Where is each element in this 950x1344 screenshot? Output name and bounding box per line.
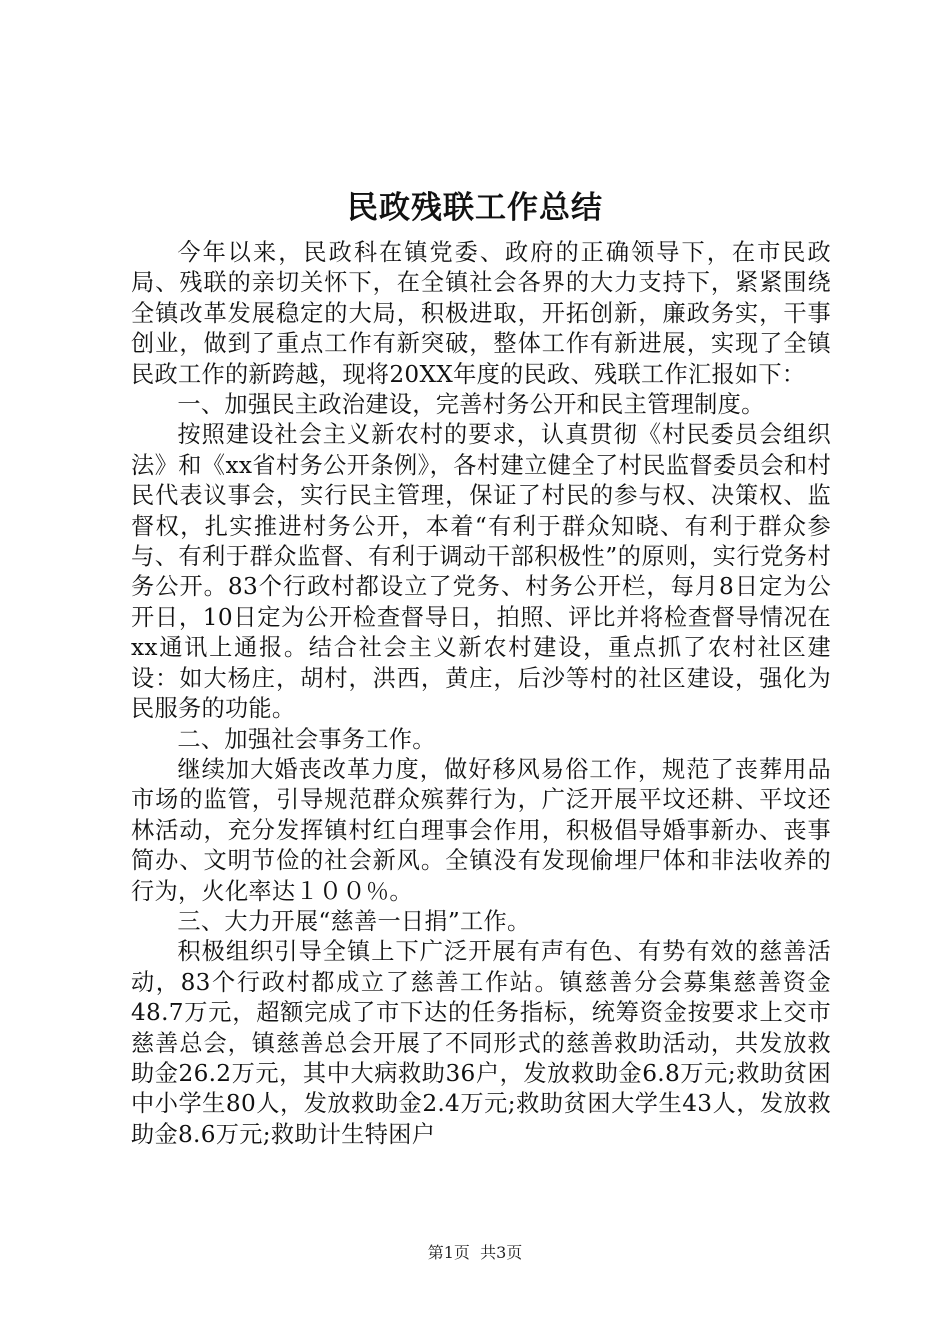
section-heading-2: 二、加强社会事务工作。 <box>177 725 436 753</box>
section-3-paragraph: 积极组织引导全镇上下广泛开展有声有色、有势有效的慈善活动，83个行政村都成立了慈善工作站。镇慈善分会募集慈善资金48.7万元，超额完成了市下达的任务指标，统筹资金按要求上交市慈善总会，镇慈善总会开展了不同形式的慈善救助活动，共发放救助金26.2万元，其中大病救助36户，发放救助金6.8万元;救助贫困中小学生80人，发放救助金2.4万元;救助贫困大学生43人，发放救助金8.6万元;救助计生特困户 <box>131 938 831 1148</box>
section-heading-1: 一、加强民主政治建设，完善村务公开和民主管理制度。 <box>177 391 765 419</box>
section-heading-3: 三、大力开展“慈善一日捐”工作。 <box>177 907 531 935</box>
document-title: 民政残联工作总结 <box>347 190 603 226</box>
page-number-label: 第1页 共3页 <box>427 1243 523 1262</box>
document-body <box>131 238 831 1150</box>
section-2-paragraph: 继续加大婚丧改革力度，做好移风易俗工作，规范了丧葬用品市场的监管，引导规范群众殡葬行为，广泛开展平坟还耕、平坟还林活动，充分发挥镇村红白理事会作用，积极倡导婚事新办、丧事简办、文明节俭的社会新风。全镇没有发现偷埋尸体和非法收养的行为，火化率达１００％。 <box>131 755 831 905</box>
intro-paragraph: 今年以来，民政科在镇党委、政府的正确领导下，在市民政局、残联的亲切关怀下，在全镇社会各界的大力支持下，紧紧围绕全镇改革发展稳定的大局，积极进取，开拓创新，廉政务实，干事创业，做到了重点工作有新突破，整体工作有新进展，实现了全镇民政工作的新跨越，现将20XX年度的民政、残联工作汇报如下： <box>131 239 831 388</box>
section-1-paragraph: 按照建设社会主义新农村的要求，认真贯彻《村民委员会组织法》和《xx省村务公开条例》，各村建立健全了村民监督委员会和村民代表议事会，实行民主管理，保证了村民的参与权、决策权、监督权，扎实推进村务公开，本着“有利于群众知晓、有利于群众参与、有利于群众监督、有利于调动干部积极性”的原则，实行党务村务公开。83个行政村都设立了党务、村务公开栏，每月8日定为公开日，10日定为公开检查督导日，拍照、评比并将检查督导情况在xx通讯上通报。结合社会主义新农村建设，重点抓了农村社区建设：如大杨庄，胡村，洪西，黄庄，后沙等村的社区建设，强化为民服务的功能。 <box>131 421 831 723</box>
page-footer <box>0 1242 950 1264</box>
